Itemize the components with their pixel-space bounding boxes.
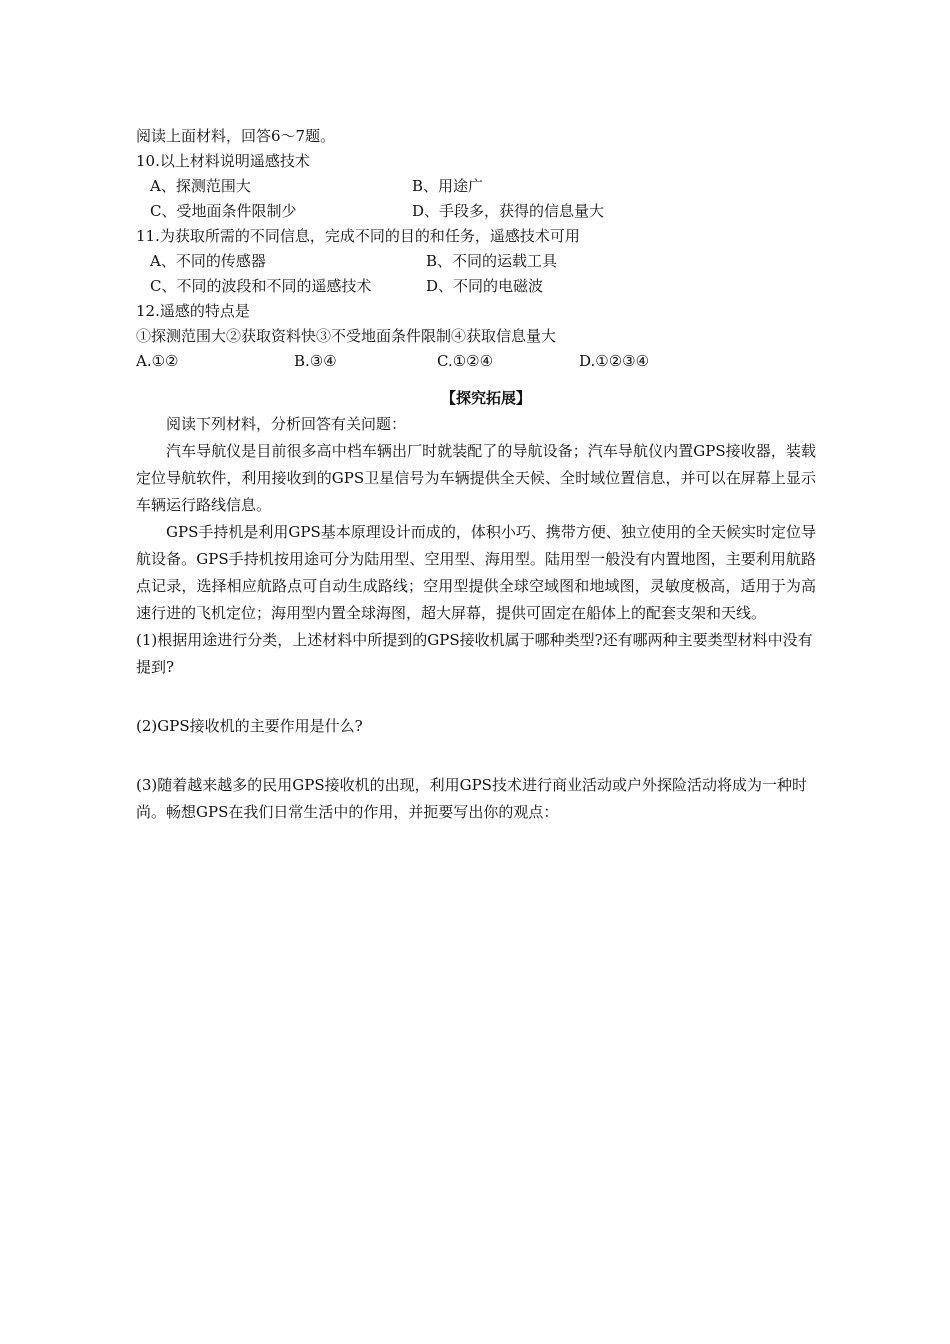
extension-question-2: (2)GPS接收机的主要作用是什么? xyxy=(136,717,363,735)
question-11-option-a: A、不同的传感器 xyxy=(150,252,266,270)
question-10-options-row-1 xyxy=(136,174,816,199)
question-10-option-b: B、用途广 xyxy=(412,177,484,195)
section-title: 【探究拓展】 xyxy=(440,389,531,407)
question-12-stem: 12.遥感的特点是 xyxy=(136,302,250,320)
question-10-option-d: D、手段多，获得的信息量大 xyxy=(412,202,605,220)
question-10-stem: 10.以上材料说明遥感技术 xyxy=(136,152,310,170)
question-11-options-row-2 xyxy=(136,274,816,299)
answer-space-1 xyxy=(136,681,816,713)
question-11-option-c: C、不同的波段和不同的遥感技术 xyxy=(150,277,372,295)
answer-space-2 xyxy=(136,740,816,772)
question-11-options-row-1 xyxy=(136,249,816,274)
question-11-option-b: B、不同的运载工具 xyxy=(426,252,558,270)
question-12-option-b: B.③④ xyxy=(294,352,337,370)
question-12-options xyxy=(136,349,816,374)
document-content xyxy=(136,124,816,826)
question-12-option-c: C.①②④ xyxy=(437,352,494,370)
question-10-option-c: C、受地面条件限制少 xyxy=(150,202,297,220)
question-12-option-a: A.①② xyxy=(136,352,179,370)
question-12-option-d: D.①②③④ xyxy=(579,352,650,370)
question-10-option-a: A、探测范围大 xyxy=(150,177,251,195)
extension-question-3: (3)随着越来越多的民用GPS接收机的出现，利用GPS技术进行商业活动或户外探险活动将成为一种时尚。畅想GPS在我们日常生活中的作用，并扼要写出你的观点： xyxy=(136,776,807,821)
extension-question-1: (1)根据用途进行分类，上述材料中所提到的GPS接收机属于哪种类型?还有哪两种主要类型材料中没有提到? xyxy=(136,631,813,676)
reading-instruction: 阅读上面材料，回答6～7题。 xyxy=(136,127,336,145)
question-10-options-row-2 xyxy=(136,199,816,224)
section-prompt: 阅读下列材料，分析回答有关问题： xyxy=(166,415,407,433)
material-paragraph-2: GPS手持机是利用GPS基本原理设计而成的，体积小巧、携带方便、独立使用的全天候实时定位导航设备。GPS手持机按用途可分为陆用型、空用型、海用型。陆用型一般没有内置地图，主要利用航路点记录，选择相应航路点可自动生成路线；空用型提供全球空域图和地域图，灵敏度极高，适用于为高速行进的飞机定位；海用型内置全球海图，超大屏幕，提供可固定在船体上的配套支架和天线。 xyxy=(136,523,816,622)
question-11-option-d: D、不同的电磁波 xyxy=(426,277,544,295)
question-11-stem: 11.为获取所需的不同信息，完成不同的目的和任务，遥感技术可用 xyxy=(136,227,580,245)
material-paragraph-1: 汽车导航仪是目前很多高中档车辆出厂时就装配了的导航设备；汽车导航仪内置GPS接收器，装载定位导航软件，利用接收到的GPS卫星信号为车辆提供全天候、全时域位置信息，并可以在屏幕上显示车辆运行路线信息。 xyxy=(136,442,816,514)
question-12-items: ①探测范围大②获取资料快③不受地面条件限制④获取信息量大 xyxy=(136,327,557,345)
